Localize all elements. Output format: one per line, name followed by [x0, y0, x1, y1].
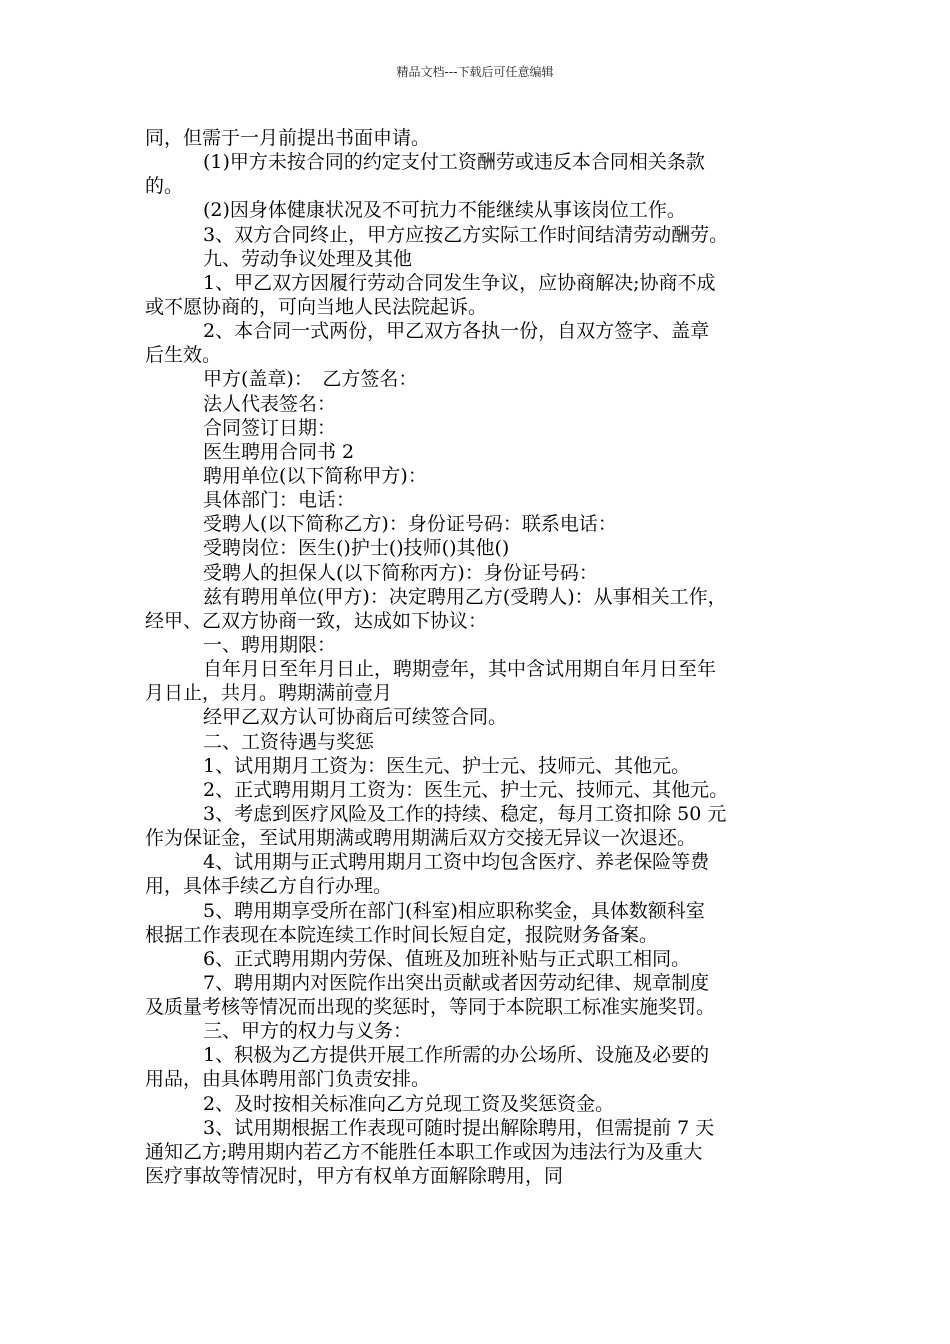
- document-line: 6、正式聘用期内劳保、值班及加班补贴与正式职工相同。: [203, 947, 691, 970]
- document-line: 或不愿协商的，可向当地人民法院起诉。: [145, 295, 488, 318]
- document-line: 三、甲方的权力与义务：: [203, 1020, 413, 1043]
- document-line: (2)因身体健康状况及不可抗力不能继续从事该岗位工作。: [203, 199, 686, 222]
- document-line: 3、试用期根据工作表现可随时提出解除聘用，但需提前 7 天: [203, 1116, 715, 1139]
- document-line: 用品，由具体聘用部门负责安排。: [145, 1068, 431, 1091]
- document-line: 3、双方合同终止，甲方应按乙方实际工作时间结清劳动酬劳。: [203, 223, 729, 246]
- page-header: 精品文档---下载后可任意编辑: [396, 65, 554, 79]
- document-line: 7、聘用期内对医院作出突出贡献或者因劳动纪律、规章制度: [203, 971, 710, 994]
- document-line: 经甲乙双方认可协商后可续签合同。: [203, 706, 508, 729]
- document-line: (1)甲方未按合同的约定支付工资酬劳或违反本合同相关条款: [203, 151, 705, 174]
- document-line: 月日止，共月。聘期满前壹月: [145, 682, 393, 705]
- document-body: [145, 126, 815, 1188]
- document-line: 根据工作表现在本院连续工作时间长短自定，报院财务备案。: [145, 923, 659, 946]
- document-line: 聘用单位(以下简称甲方)：: [203, 464, 427, 487]
- document-line: 及质量考核等情况而出现的奖惩时，等同于本院职工标准实施奖罚。: [145, 996, 716, 1019]
- document-line: 2、及时按相关标准向乙方兑现工资及奖惩资金。: [203, 1092, 615, 1115]
- document-line: 通知乙方;聘用期内若乙方不能胜任本职工作或因为违法行为及重大: [145, 1140, 703, 1163]
- document-line: 经甲、乙双方协商一致，达成如下协议：: [145, 609, 488, 632]
- document-line: 兹有聘用单位(甲方)：决定聘用乙方(受聘人)：从事相关工作，: [203, 585, 727, 608]
- document-line: 二、工资待遇与奖惩: [203, 730, 375, 753]
- document-line: 自年月日至年月日止，聘期壹年，其中含试用期自年月日至年: [203, 658, 717, 681]
- document-line: 受聘岗位：医生()护士()技师()其他(): [203, 537, 510, 560]
- document-line: 后生效。: [145, 344, 222, 367]
- document-line: 4、试用期与正式聘用期月工资中均包含医疗、养老保险等费: [203, 851, 710, 874]
- document-line: 3、考虑到医疗风险及工作的持续、稳定，每月工资扣除 50 元: [203, 802, 727, 825]
- document-line: 用，具体手续乙方自行办理。: [145, 875, 393, 898]
- document-line: 同，但需于一月前提出书面申请。: [145, 127, 431, 149]
- document-line: 具体部门：电话：: [203, 489, 356, 512]
- document-line: 受聘人的担保人(以下简称丙方)：身份证号码：: [203, 561, 598, 584]
- document-line: 2、正式聘用期月工资为：医生元、护士元、技师元、其他元。: [203, 778, 729, 801]
- document-line: 的。: [145, 175, 184, 198]
- document-line: 一、聘用期限：: [203, 633, 337, 656]
- document-line: 1、甲乙双方因履行劳动合同发生争议，应协商解决;协商不成: [203, 271, 716, 294]
- document-line: 医生聘用合同书 2: [203, 440, 355, 463]
- document-line: 5、聘用期享受所在部门(科室)相应职称奖金，具体数额科室: [203, 899, 705, 922]
- document-line: 2、本合同一式两份，甲乙双方各执一份，自双方签字、盖章: [203, 320, 710, 343]
- document-line: 甲方(盖章)： 乙方签名：: [203, 368, 418, 391]
- document-line: 九、劳动争议处理及其他: [203, 247, 413, 270]
- document-line: 合同签订日期：: [203, 416, 337, 439]
- document-line: 1、试用期月工资为：医生元、护士元、技师元、其他元。: [203, 754, 691, 777]
- document-line: 医疗事故等情况时，甲方有权单方面解除聘用，同: [145, 1165, 564, 1188]
- document-line: 受聘人(以下简称乙方)：身份证号码：联系电话：: [203, 513, 617, 536]
- document-line: 作为保证金，至试用期满或聘用期满后双方交接无异议一次退还。: [145, 827, 697, 850]
- document-line: 法人代表签名：: [203, 392, 337, 415]
- document-line: 1、积极为乙方提供开展工作所需的办公场所、设施及必要的: [203, 1044, 710, 1067]
